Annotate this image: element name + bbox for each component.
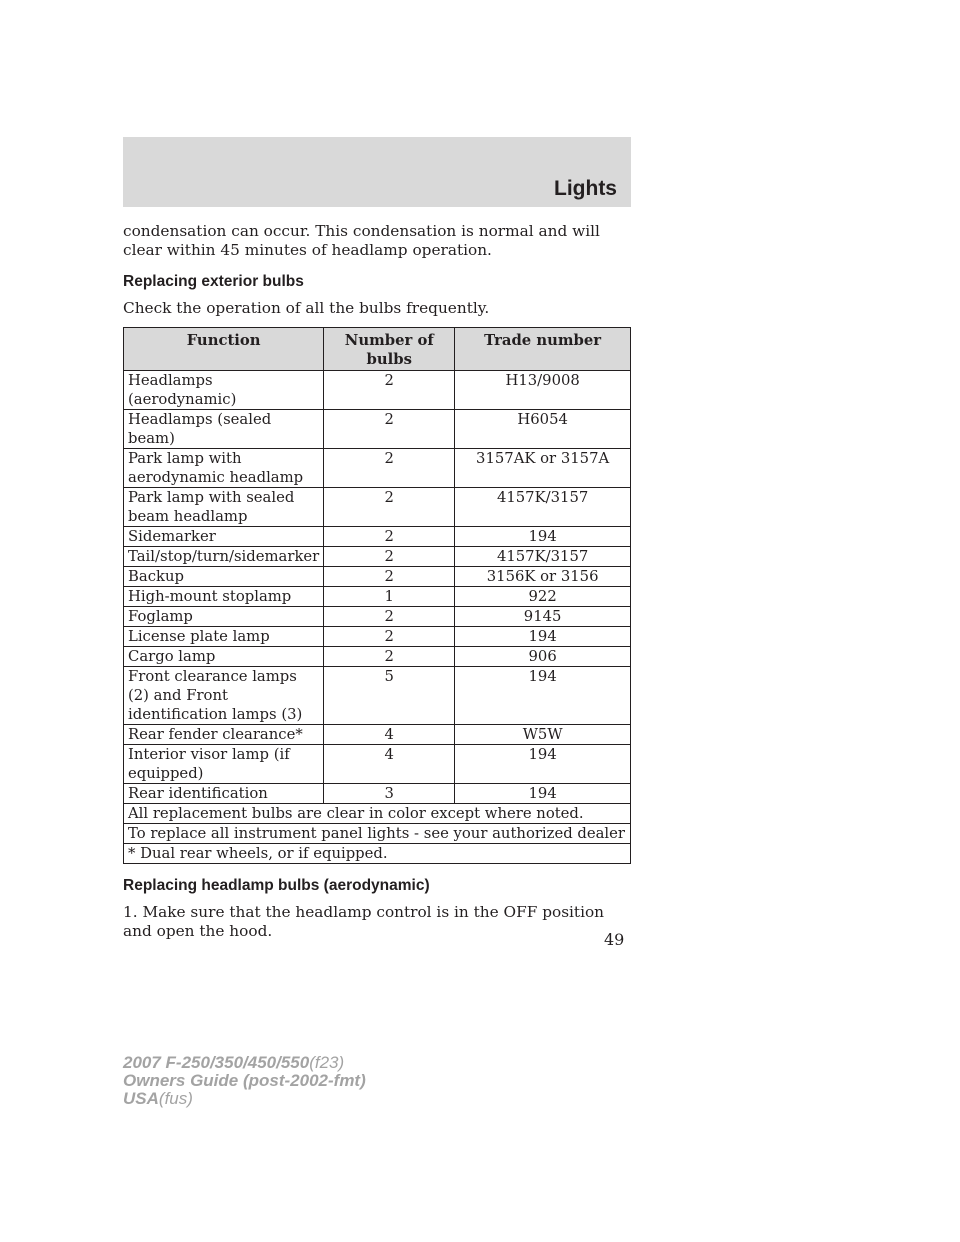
cell-function: Backup xyxy=(124,567,324,587)
table-note: All replacement bulbs are clear in color except where noted. xyxy=(124,804,631,824)
section-heading-headlamp-bulbs: Replacing headlamp bulbs (aerodynamic) xyxy=(123,877,430,894)
section-text-headlamp-step: 1. Make sure that the headlamp control is in the OFF position and open the hood. xyxy=(123,903,605,940)
cell-trade: 3156K or 3156 xyxy=(455,567,631,587)
table-row xyxy=(124,607,631,627)
table-row xyxy=(124,449,631,488)
cell-function: Interior visor lamp (if equipped) xyxy=(124,745,324,784)
cell-trade: 9145 xyxy=(455,607,631,627)
cell-trade: 4157K/3157 xyxy=(455,547,631,567)
cell-number: 2 xyxy=(324,488,455,527)
section-text-exterior-bulbs: Check the operation of all the bulbs frequently. xyxy=(123,299,490,317)
chapter-header xyxy=(123,137,631,207)
cell-number: 5 xyxy=(324,667,455,725)
cell-function: Headlamps (aerodynamic) xyxy=(124,371,324,410)
cell-trade: 194 xyxy=(455,527,631,547)
footer-guide: Owners Guide (post-2002-fmt) xyxy=(123,1071,366,1090)
table-row xyxy=(124,488,631,527)
table-row xyxy=(124,371,631,410)
cell-trade: 194 xyxy=(455,784,631,804)
header-function: Function xyxy=(124,328,324,371)
table-row xyxy=(124,784,631,804)
cell-trade: H13/9008 xyxy=(455,371,631,410)
table-note: * Dual rear wheels, or if equipped. xyxy=(124,844,631,864)
cell-number: 2 xyxy=(324,647,455,667)
cell-number: 2 xyxy=(324,410,455,449)
footer-line-3 xyxy=(123,1090,366,1108)
cell-function: Rear fender clearance* xyxy=(124,725,324,745)
table-row xyxy=(124,647,631,667)
cell-function: License plate lamp xyxy=(124,627,324,647)
table-row xyxy=(124,567,631,587)
chapter-title: Lights xyxy=(554,177,617,200)
cell-function: Tail/stop/turn/sidemarker xyxy=(124,547,324,567)
table-row xyxy=(124,627,631,647)
cell-function: Park lamp with sealed beam headlamp xyxy=(124,488,324,527)
document-footer xyxy=(123,1054,366,1108)
table-row xyxy=(124,547,631,567)
cell-number: 2 xyxy=(324,527,455,547)
cell-trade: 4157K/3157 xyxy=(455,488,631,527)
header-number-of-bulbs: Number of bulbs xyxy=(324,328,455,371)
cell-number: 2 xyxy=(324,567,455,587)
cell-trade: 906 xyxy=(455,647,631,667)
cell-trade: 194 xyxy=(455,627,631,647)
table-row xyxy=(124,410,631,449)
footer-model-code: (f23) xyxy=(309,1053,345,1072)
footer-line-1 xyxy=(123,1054,366,1072)
footer-line-2 xyxy=(123,1072,366,1090)
footer-market-code: (fus) xyxy=(158,1089,193,1108)
cell-function: Park lamp with aerodynamic headlamp xyxy=(124,449,324,488)
cell-number: 2 xyxy=(324,449,455,488)
cell-trade: W5W xyxy=(455,725,631,745)
table-note-row xyxy=(124,844,631,864)
cell-function: Foglamp xyxy=(124,607,324,627)
cell-number: 2 xyxy=(324,371,455,410)
cell-function: Rear identification xyxy=(124,784,324,804)
cell-number: 4 xyxy=(324,725,455,745)
section-heading-exterior-bulbs: Replacing exterior bulbs xyxy=(123,273,304,290)
table-row xyxy=(124,745,631,784)
header-trade-number: Trade number xyxy=(455,328,631,371)
cell-function: Sidemarker xyxy=(124,527,324,547)
page-number: 49 xyxy=(604,930,625,949)
cell-trade: 194 xyxy=(455,745,631,784)
cell-function: High-mount stoplamp xyxy=(124,587,324,607)
table-row xyxy=(124,725,631,745)
cell-trade: H6054 xyxy=(455,410,631,449)
table-row xyxy=(124,587,631,607)
table-row xyxy=(124,667,631,725)
cell-number: 3 xyxy=(324,784,455,804)
cell-number: 2 xyxy=(324,627,455,647)
cell-trade: 194 xyxy=(455,667,631,725)
footer-model: 2007 F-250/350/450/550 xyxy=(123,1053,310,1072)
table-header-row xyxy=(124,328,631,371)
cell-function: Cargo lamp xyxy=(124,647,324,667)
cell-number: 4 xyxy=(324,745,455,784)
footer-market: USA xyxy=(123,1089,159,1108)
page-content xyxy=(123,222,633,941)
table-body xyxy=(124,371,631,864)
table-note: To replace all instrument panel lights - see your authorized dealer xyxy=(124,824,631,844)
intro-paragraph: condensation can occur. This condensation is normal and will clear within 45 minutes of headlamp operation. xyxy=(123,222,600,259)
cell-function: Front clearance lamps (2) and Front identification lamps (3) xyxy=(124,667,324,725)
cell-number: 1 xyxy=(324,587,455,607)
bulb-table xyxy=(123,327,631,864)
cell-number: 2 xyxy=(324,607,455,627)
table-note-row xyxy=(124,804,631,824)
cell-function: Headlamps (sealed beam) xyxy=(124,410,324,449)
cell-number: 2 xyxy=(324,547,455,567)
cell-trade: 922 xyxy=(455,587,631,607)
table-note-row xyxy=(124,824,631,844)
table-row xyxy=(124,527,631,547)
cell-trade: 3157AK or 3157A xyxy=(455,449,631,488)
